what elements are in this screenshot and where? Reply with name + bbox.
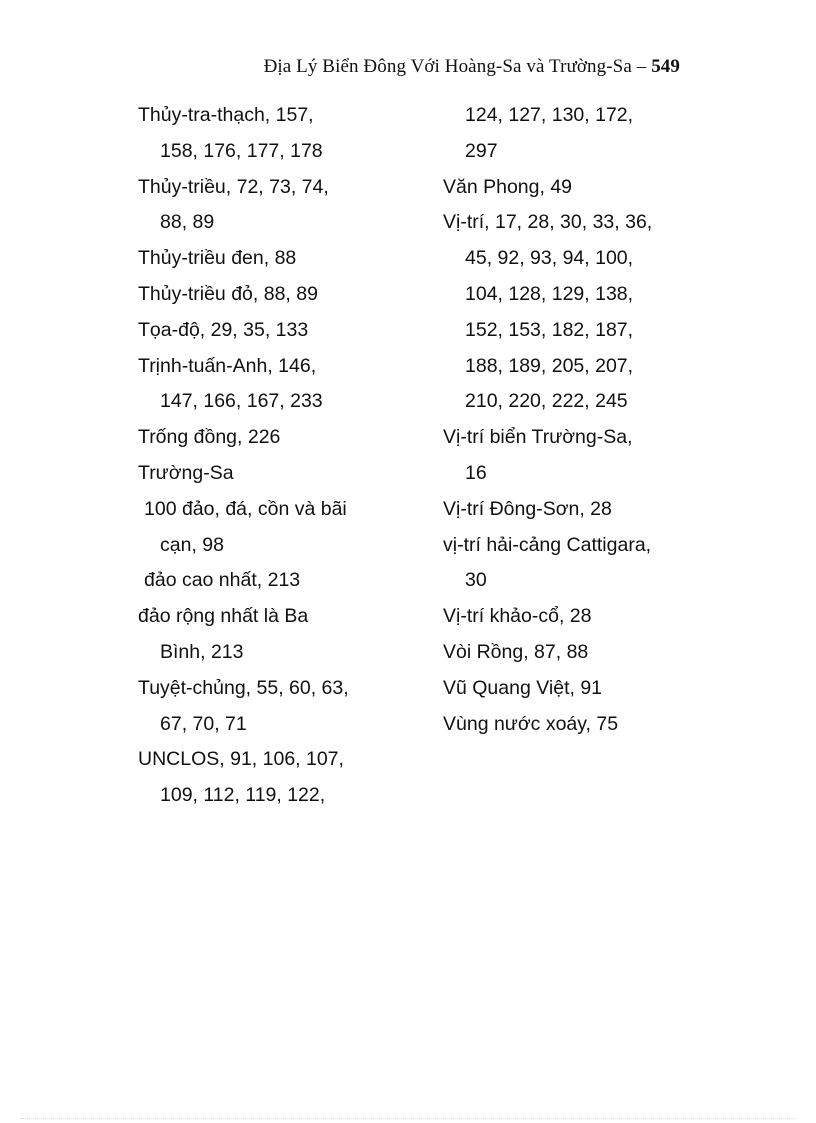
index-subentry: đảo cao nhất, 213 xyxy=(144,569,301,592)
index-entry-continuation: cạn, 98 xyxy=(160,533,224,556)
page-header xyxy=(264,56,680,78)
index-entry: Vị-trí Đông-Sơn, 28 xyxy=(443,497,612,520)
index-entry-continuation: 147, 166, 167, 233 xyxy=(160,390,323,413)
page-number: 549 xyxy=(651,56,680,77)
index-entry: vị-trí hải-cảng Cattigara, xyxy=(443,533,652,556)
index-column-left xyxy=(138,98,428,814)
index-entry-continuation: 297 xyxy=(465,139,498,162)
index-entry: Trường-Sa xyxy=(138,461,234,484)
index-entry-continuation: 45, 92, 93, 94, 100, xyxy=(465,247,634,270)
index-entry: Tọa-độ, 29, 35, 133 xyxy=(138,318,309,341)
running-title: Địa Lý Biển Đông Với Hoàng-Sa và Trường-Sa – xyxy=(263,56,647,77)
index-entry-continuation: 152, 153, 182, 187, xyxy=(465,318,634,341)
index-entry: UNCLOS, 91, 106, 107, xyxy=(138,748,344,771)
index-subentry: 100 đảo, đá, cồn và bãi xyxy=(144,497,347,520)
index-entry: Thủy-triều đen, 88 xyxy=(138,247,297,270)
index-entry-continuation: 188, 189, 205, 207, xyxy=(465,354,634,377)
index-entry: Thủy-tra-thạch, 157, xyxy=(138,104,314,126)
index-entry: Vị-trí, 17, 28, 30, 33, 36, xyxy=(443,211,653,234)
index-entry-continuation: 158, 176, 177, 178 xyxy=(160,139,323,162)
index-entry: Tuyệt-chủng, 55, 60, 63, xyxy=(138,676,349,699)
index-entry-continuation: 104, 128, 129, 138, xyxy=(465,282,634,305)
index-entry-continuation: 109, 112, 119, 122, xyxy=(160,784,326,807)
index-entry: Trống đồng, 226 xyxy=(138,426,281,449)
index-entry-continuation: 88, 89 xyxy=(160,211,215,234)
index-entry: Vị-trí biển Trường-Sa, xyxy=(443,426,633,449)
index-entry-continuation: 210, 220, 222, 245 xyxy=(465,390,628,413)
index-entry-continuation: 67, 70, 71 xyxy=(160,712,247,735)
index-entry: Vòi Rồng, 87, 88 xyxy=(443,640,589,663)
index-entry-continuation: 30 xyxy=(465,569,487,592)
index-entry: Vùng nước xoáy, 75 xyxy=(443,712,619,735)
index-entry: Thủy-triều đỏ, 88, 89 xyxy=(138,282,318,305)
index-entry: Vị-trí khảo-cổ, 28 xyxy=(443,605,592,628)
index-entry-continuation: 16 xyxy=(465,461,487,484)
index-column-right xyxy=(443,98,723,742)
index-entry: đảo rộng nhất là Ba xyxy=(138,605,309,628)
index-entry-continuation: 124, 127, 130, 172, xyxy=(465,104,634,126)
index-entry: Trịnh-tuấn-Anh, 146, xyxy=(138,354,317,377)
index-entry: Văn Phong, 49 xyxy=(443,175,573,198)
index-entry-continuation: Bình, 213 xyxy=(160,640,244,663)
index-entry: Vũ Quang Việt, 91 xyxy=(443,676,603,699)
index-entry: Thủy-triều, 72, 73, 74, xyxy=(138,175,329,198)
page-bottom-rule xyxy=(20,1118,796,1119)
